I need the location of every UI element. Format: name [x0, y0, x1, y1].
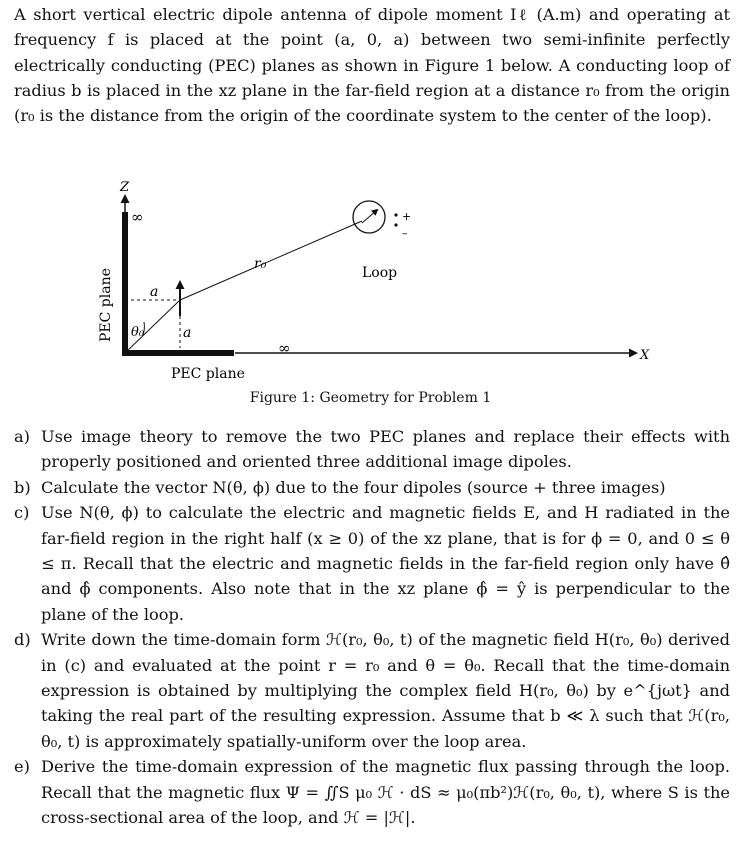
question-text: Derive the time-domain expression of the magnetic flux passing through the loop. Recall that the magnetic flux Ψ = ∬S μ₀ ℋ · dS ≈ μ₀(πb²)ℋ(r₀, θ₀, t), where S is the cross-sectional area of the loop, and ℋ = |ℋ|.	[41, 757, 730, 828]
theta0-label: θ₀	[131, 325, 145, 340]
question-label: e)	[14, 757, 30, 777]
question-a	[14, 424, 730, 475]
question-label: b)	[14, 477, 31, 497]
infinity-right: ∞	[278, 339, 291, 357]
question-text: Write down the time-domain form ℋ(r₀, θ₀, t) of the magnetic field H(r₀, θ₀) derived in (c) and evaluated at the point r = r₀ and θ = θ₀. Recall that the time-domain expression is obtained by multiplying the complex field H(r₀, θ₀) by e^{jωt} and taking the real part of the resulting expression. Assume that b ≪ λ such that ℋ(r₀, θ₀, t) is approximately spatially-uniform over the loop area.	[41, 630, 730, 751]
question-text: Use image theory to remove the two PEC planes and replace their effects with properly positioned and oriented three additional image dipoles.	[41, 427, 730, 472]
loop-terminal-top	[394, 213, 397, 216]
question-label: d)	[14, 630, 31, 650]
question-e	[14, 754, 730, 830]
a-vertical-label: a	[183, 325, 192, 341]
figure-caption: Figure 1: Geometry for Problem 1	[249, 390, 492, 406]
problem-intro: A short vertical electric dipole antenna of dipole moment Iℓ (A.m) and operating at frequency f is placed at the point (a, 0, a) between two semi-infinite perfectly electrically conducting (PEC) planes as shown in Figure 1 below. A conducting loop of radius b is placed in the xz plane in the far-field region at a distance r₀ from the origin (r₀ is the distance from the origin of the coordinate system to the center of the loop).	[14, 5, 730, 126]
question-d	[14, 627, 730, 754]
x-axis-label: X	[640, 348, 650, 363]
question-label: c)	[14, 503, 30, 523]
z-axis-label: Z	[120, 180, 130, 195]
geometry-diagram	[0, 170, 741, 415]
loop-minus: –	[402, 227, 408, 240]
loop-arrow	[362, 210, 377, 223]
figure-1	[0, 170, 741, 415]
pec-plane-left-label: PEC plane	[98, 268, 114, 342]
infinity-top: ∞	[131, 208, 144, 226]
loop-plus: +	[402, 210, 412, 223]
r0-label: r₀	[254, 256, 267, 272]
pec-plane-bottom-label: PEC plane	[171, 366, 245, 382]
question-list	[14, 424, 730, 831]
question-text: Use N(θ, ϕ) to calculate the electric and magnetic fields E, and H radiated in the far-field region in the right half (x ≥ 0) of the xz plane, that is for ϕ = 0, and 0 ≤ θ ≤ π. Recall that the electric and magnetic fields in the far-field region only have θ̂ and ϕ̂ components. Also note that in the xz plane ϕ̂ = ŷ is perpendicular to the plane of the loop.	[41, 503, 730, 624]
a-horizontal-label: a	[150, 284, 159, 300]
pec-plane-horizontal	[122, 350, 234, 356]
loop-label: Loop	[362, 265, 398, 281]
loop-terminal-bottom	[394, 223, 397, 226]
question-label: a)	[14, 427, 30, 446]
question-c	[14, 500, 730, 627]
question-text: Calculate the vector N(θ, ϕ) due to the four dipoles (source + three images)	[41, 477, 666, 497]
pec-plane-vertical	[122, 212, 128, 356]
r0-line	[180, 221, 362, 300]
question-b	[14, 475, 730, 500]
